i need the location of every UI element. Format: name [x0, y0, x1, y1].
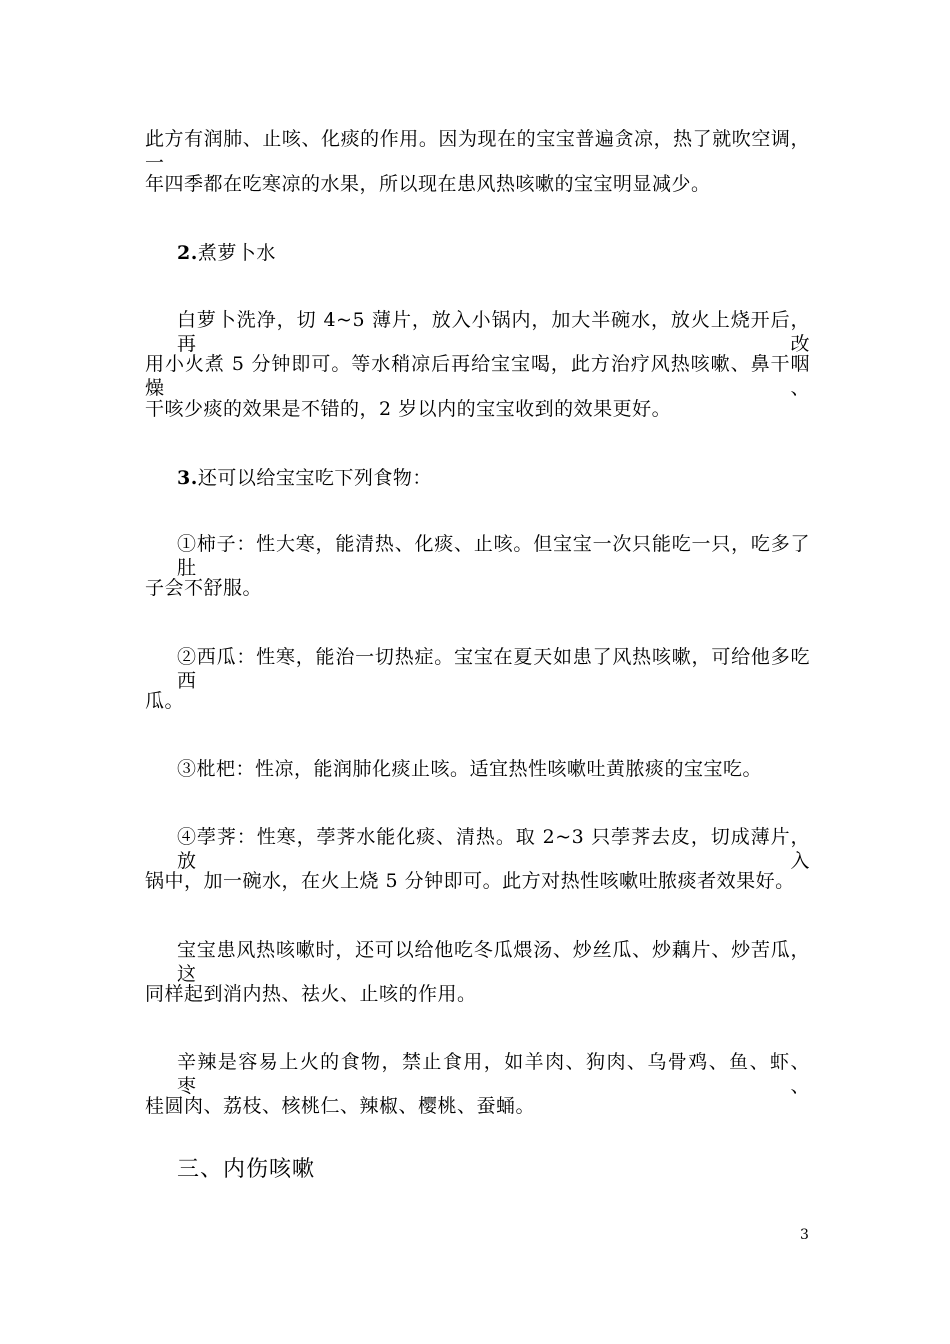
subheading-3: [177, 466, 810, 490]
paragraph-1-line-1: 此方有润肺、止咳、化痰的作用。因为现在的宝宝普遍贪凉，热了就吹空调，一: [145, 128, 810, 174]
subheading-2-text: 煮萝卜水: [197, 242, 276, 264]
paragraph-3-line-1: 宝宝患风热咳嗽时，还可以给他吃冬瓜煨汤、炒丝瓜、炒藕片、炒苦瓜，这: [177, 939, 810, 985]
paragraph-1-line-2: 年四季都在吃寒凉的水果，所以现在患风热咳嗽的宝宝明显减少。: [145, 173, 711, 195]
subheading-2-number: 2.: [177, 242, 198, 264]
paragraph-2-line-1: 白萝卜洗净，切 4~5 薄片，放入小锅内，加大半碗水，放火上烧开后，再改: [177, 309, 810, 355]
subheading-2: [177, 241, 810, 265]
food-item-watermelon-line-2: 瓜。: [145, 690, 185, 712]
food-item-water-chestnut-line-2: 锅中，加一碗水，在火上烧 5 分钟即可。此方对热性咳嗽吐脓痰者效果好。: [145, 870, 795, 892]
food-item-persimmon-line-2: 子会不舒服。: [145, 577, 263, 599]
paragraph-2-line-3: 干咳少痰的效果是不错的，2 岁以内的宝宝收到的效果更好。: [145, 398, 672, 420]
section-title: 三、内伤咳嗽: [177, 1157, 316, 1182]
page-number: 3: [800, 1227, 809, 1243]
food-item-water-chestnut-line-1: ④荸荠：性寒，荸荠水能化痰、清热。取 2~3 只荸荠去皮，切成薄片，放入: [177, 826, 810, 872]
paragraph-4-line-2: 桂圆肉、荔枝、核桃仁、辣椒、樱桃、蚕蛹。: [145, 1095, 536, 1117]
subheading-3-text: 还可以给宝宝吃下列食物：: [197, 467, 432, 489]
paragraph-3-line-2: 同样起到消内热、祛火、止咳的作用。: [145, 983, 477, 1005]
paragraph-4-line-1: 辛辣是容易上火的食物，禁止食用，如羊肉、狗肉、乌骨鸡、鱼、虾、枣、: [177, 1051, 810, 1097]
paragraph-2-line-2: 用小火煮 5 分钟即可。等水稍凉后再给宝宝喝，此方治疗风热咳嗽、鼻干咽燥、: [145, 353, 810, 399]
subheading-3-number: 3.: [177, 467, 198, 489]
food-item-watermelon-line-1: ②西瓜：性寒，能治一切热症。宝宝在夏天如患了风热咳嗽，可给他多吃西: [177, 646, 810, 692]
food-item-loquat-line-1: ③枇杷：性凉，能润肺化痰止咳。适宜热性咳嗽吐黄脓痰的宝宝吃。: [177, 758, 763, 780]
food-item-persimmon-line-1: ①柿子：性大寒，能清热、化痰、止咳。但宝宝一次只能吃一只，吃多了肚: [177, 533, 810, 579]
